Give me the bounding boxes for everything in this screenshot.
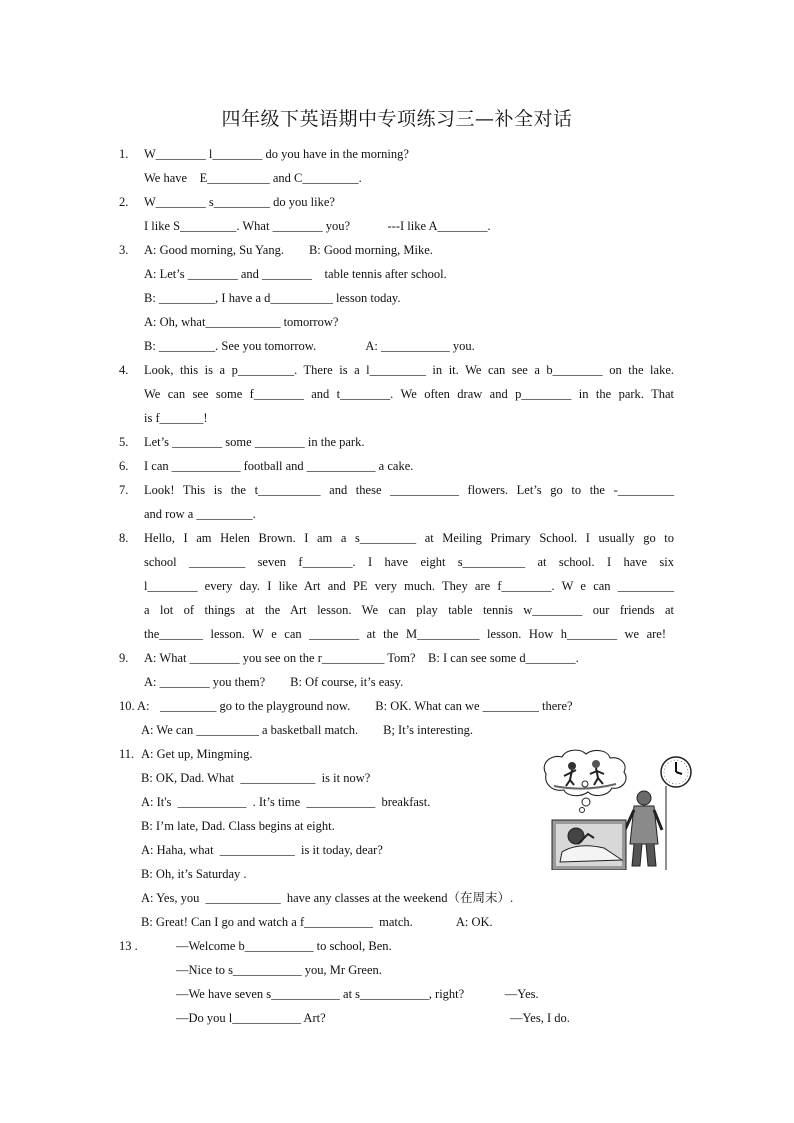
q7-line2: and row a _________. (144, 507, 256, 521)
q3-line3: B: _________, I have a d__________ lesson today. (144, 291, 401, 305)
q2-line2: I like S_________. What ________ you? ---I like A________. (144, 219, 491, 233)
q6-number: 6. (119, 459, 129, 473)
q5-number: 5. (119, 435, 129, 449)
q11-line3: A: It's ___________ . It’s time ___________ breakfast. (141, 795, 431, 809)
q13-line4: —Do you l___________ Art? —Yes, I do. (176, 1011, 570, 1025)
q8-line3: l________ every day. I like Art and PE very much. They are f________. W e can _________ (144, 579, 674, 593)
q2-number: 2. (119, 195, 129, 209)
q11-line1: A: Get up, Mingming. (141, 747, 253, 761)
q3-number: 3. (119, 243, 129, 257)
q10-line2: A: We can __________ a basketball match. B; It’s interesting. (141, 723, 474, 737)
q7-number: 7. (119, 483, 129, 497)
q11-line5: A: Haha, what ____________ is it today, dear? (141, 843, 383, 857)
q4-number: 4. (119, 363, 129, 377)
page-title: 四年级下英语期中专项练习三—补全对话 (221, 108, 573, 130)
q8-line4: a lot of things at the Art lesson. We can play table tennis w________ our friends at (144, 603, 674, 617)
q11-line8: B: Great! Can I go and watch a f___________ match. A: OK. (141, 915, 493, 929)
q10-line1: _________ go to the playground now. B: OK. What can we _________ there? (157, 699, 573, 713)
q3-line4: A: Oh, what____________ tomorrow? (144, 315, 339, 329)
clock-icon (661, 757, 691, 870)
q8-line5: the_______ lesson. W e can ________ at the M__________ lesson. How h________ we are! (144, 627, 666, 641)
illustration (538, 748, 698, 870)
q8-line2: school _________ seven f________. I have eight s__________ at school. I have six (144, 555, 674, 569)
q3-line5: B: _________. See you tomorrow. A: ___________ you. (144, 339, 475, 353)
thought-bubble-icon (544, 750, 626, 812)
q3-line2: A: Let’s ________ and ________ table tennis after school. (144, 267, 447, 281)
q13-line3: —We have seven s___________ at s___________, right? —Yes. (176, 987, 539, 1001)
q8-line1: Hello, I am Helen Brown. I am a s_________ at Meiling Primary School. I usually go to (144, 531, 674, 545)
q6-line1: I can ___________ football and ___________ a cake. (144, 459, 414, 473)
q11-number: 11. (119, 747, 135, 761)
q2-line1: W________ s_________ do you like? (144, 195, 335, 209)
q9-line1: A: What ________ you see on the r__________ Tom? B: I can see some d________. (144, 651, 579, 665)
q9-line2: A: ________ you them? B: Of course, it’s easy. (144, 675, 404, 689)
q10-number: 10. A: (119, 699, 150, 713)
q11-line4: B: I’m late, Dad. Class begins at eight. (141, 819, 335, 833)
q4-line1: Look, this is a p_________. There is a l_________ in it. We can see a b________ on the lake. (144, 363, 674, 377)
q11-line2: B: OK, Dad. What ____________ is it now? (141, 771, 371, 785)
q3-line1: A: Good morning, Su Yang. B: Good morning, Mike. (144, 243, 433, 257)
q13-line2: —Nice to s___________ you, Mr Green. (176, 963, 382, 977)
q7-line1: Look! This is the t__________ and these ___________ flowers. Let’s go to the -_________ (144, 483, 674, 497)
q8-number: 8. (119, 531, 129, 545)
q13-number: 13 . (119, 939, 138, 953)
q11-line6: B: Oh, it’s Saturday . (141, 867, 247, 881)
q1-number: 1. (119, 147, 129, 161)
father-figure-icon (624, 791, 662, 866)
q1-line2: We have E__________ and C_________. (144, 171, 362, 185)
q9-number: 9. (119, 651, 129, 665)
q4-line3: is f_______! (144, 411, 208, 425)
q11-line7: A: Yes, you ____________ have any classes at the weekend（在周末）. (141, 891, 514, 905)
boy-in-bed-icon (552, 820, 626, 870)
q4-line2: We can see some f________ and t________. We often draw and p________ in the park. That (144, 387, 674, 401)
q1-line1: W________ l________ do you have in the morning? (144, 147, 409, 161)
q13-line1: —Welcome b___________ to school, Ben. (176, 939, 392, 953)
q5-line1: Let’s ________ some ________ in the park. (144, 435, 365, 449)
